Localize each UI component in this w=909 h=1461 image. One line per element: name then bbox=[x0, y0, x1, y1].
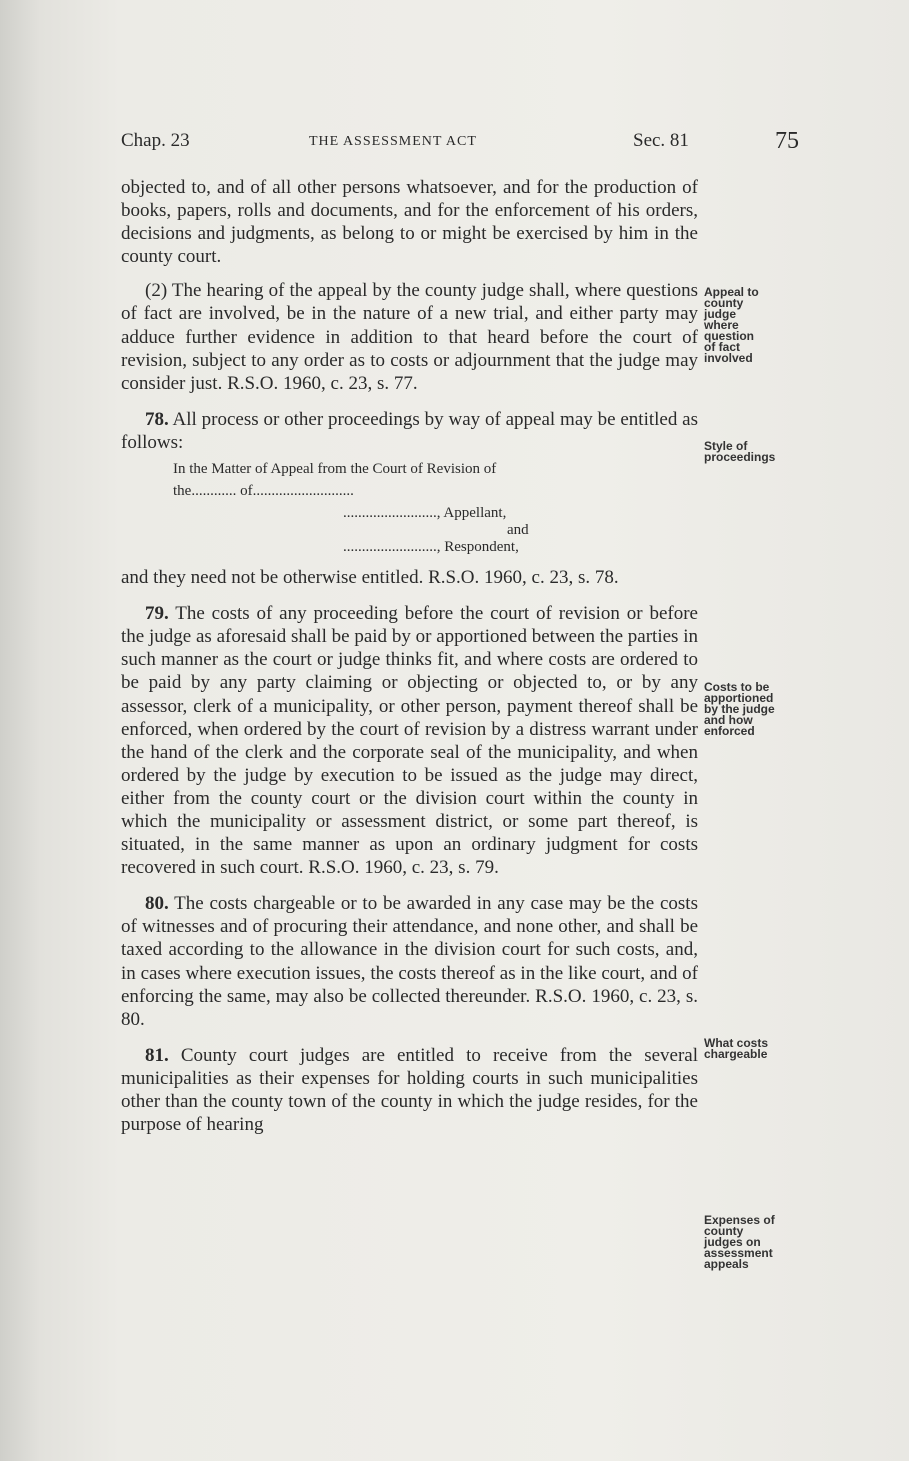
margin-note-line: Appeal to bbox=[704, 285, 759, 299]
margin-note-line: involved bbox=[704, 351, 753, 365]
form-line-1: In the Matter of Appeal from the Court of Revision of bbox=[173, 461, 497, 478]
margin-note-line: by the judge bbox=[704, 702, 775, 716]
margin-note-line: judges on bbox=[704, 1235, 761, 1249]
margin-note-line: county bbox=[704, 1224, 744, 1238]
margin-note-line: enforced bbox=[704, 724, 755, 738]
margin-note-line: What costs bbox=[704, 1036, 769, 1050]
form-line-respondent: ........................., Respondent, bbox=[343, 539, 519, 556]
page-number: 75 bbox=[775, 128, 799, 154]
margin-note-line: Style of bbox=[704, 439, 748, 453]
form-line-and: and bbox=[507, 522, 529, 539]
margin-note-line: apportioned bbox=[704, 691, 774, 705]
margin-note-line: of fact bbox=[704, 340, 740, 354]
section-81-text: County court judges are entitled to receive from the several municipalities as their expenses for holding courts in such municipalities other than the county town of the county in which the judge resides, for the purpose of hearing bbox=[121, 1044, 698, 1136]
section-79-number: 79. bbox=[145, 603, 169, 625]
section-79-text: The costs of any proceeding before the court of revision or before the judge as aforesaid shall be paid by or apportioned between the parties in such manner as the court or judge thinks fit, and where costs are ordered to be paid by any party claiming or objecting or objected to, or by any assessor, clerk of a municipality, or other person, payment thereof shall be enforced, when ordered by the court of revision by a distress warrant under the hand of the clerk and the corporate seal of the municipality, and when ordered by the judge by execution to be issued as the judge may direct, either from the county court or the division court within the county in which the municipality or assessment district, or some part thereof, is situated, in the same manner as upon an ordinary judgment for costs recovered in such court. R.S.O. 1960, c. 23, s. 79. bbox=[121, 603, 698, 879]
margin-note-expenses-of-judges bbox=[704, 1215, 814, 1270]
section-79 bbox=[121, 602, 698, 879]
section-label: Sec. 81 bbox=[633, 130, 689, 151]
form-line-appellant: ........................., Appellant, bbox=[343, 505, 507, 522]
appeal-form-template bbox=[121, 454, 698, 566]
margin-note-line: assessment bbox=[704, 1246, 773, 1260]
running-title: THE ASSESSMENT ACT bbox=[309, 134, 477, 149]
section-80-text: The costs chargeable or to be awarded in any case may be the costs of witnesses and of procuring their attendance, and none other, and shall be taxed according to the allowance in the division court for such costs, and, in cases where execution issues, the costs thereof as in the like court, and of enforcing the same, may also be collected thereunder. R.S.O. 1960, c. 23, s. 80. bbox=[121, 893, 698, 1030]
section-80 bbox=[121, 892, 698, 1031]
paragraph-continued: objected to, and of all other persons whatsoever, and for the production of books, papers, rolls and documents, and for the enforcement of his orders, decisions and judgments, as belong to or might be exercised by him in the county court. bbox=[121, 177, 698, 268]
section-78-text: All process or other proceedings by way of appeal may be entitled as follows: bbox=[121, 408, 698, 453]
margin-note-line: and how bbox=[704, 713, 753, 727]
section-78 bbox=[121, 408, 698, 454]
form-line-2: the............ of........................... bbox=[173, 483, 354, 500]
paragraph-77-2: (2) The hearing of the appeal by the county judge shall, where questions of fact are involved, be in the nature of a new trial, and either party may adduce further evidence in addition to that heard before the court of revision, subject to any order as to costs or adjournment that the judge may consider just. R.S.O. 1960, c. 23, s. 77. bbox=[121, 280, 698, 394]
margin-note-line: county bbox=[704, 296, 744, 310]
section-81-number: 81. bbox=[145, 1044, 169, 1066]
margin-note-appeal-to-judge bbox=[704, 287, 814, 364]
chapter-label: Chap. 23 bbox=[121, 130, 190, 151]
margin-note-line: where bbox=[704, 318, 739, 332]
margin-note-style-of-proceedings bbox=[704, 441, 814, 463]
margin-note-costs-apportioned bbox=[704, 682, 814, 737]
margin-note-line: Expenses of bbox=[704, 1213, 775, 1227]
margin-note-line: appeals bbox=[704, 1257, 749, 1271]
page-header bbox=[121, 128, 801, 158]
section-78-closing: and they need not be otherwise entitled. R.S.O. 1960, c. 23, s. 78. bbox=[121, 567, 619, 589]
section-78-number: 78. bbox=[145, 408, 169, 430]
margin-note-line: question bbox=[704, 329, 754, 343]
margin-note-what-costs-chargeable bbox=[704, 1038, 814, 1060]
section-80-number: 80. bbox=[145, 893, 169, 915]
margin-note-line: proceedings bbox=[704, 450, 776, 464]
margin-note-line: Costs to be bbox=[704, 680, 770, 694]
section-81 bbox=[121, 1044, 698, 1136]
main-text bbox=[121, 176, 698, 1136]
margin-note-line: chargeable bbox=[704, 1047, 768, 1061]
margin-note-line: judge bbox=[704, 307, 736, 321]
